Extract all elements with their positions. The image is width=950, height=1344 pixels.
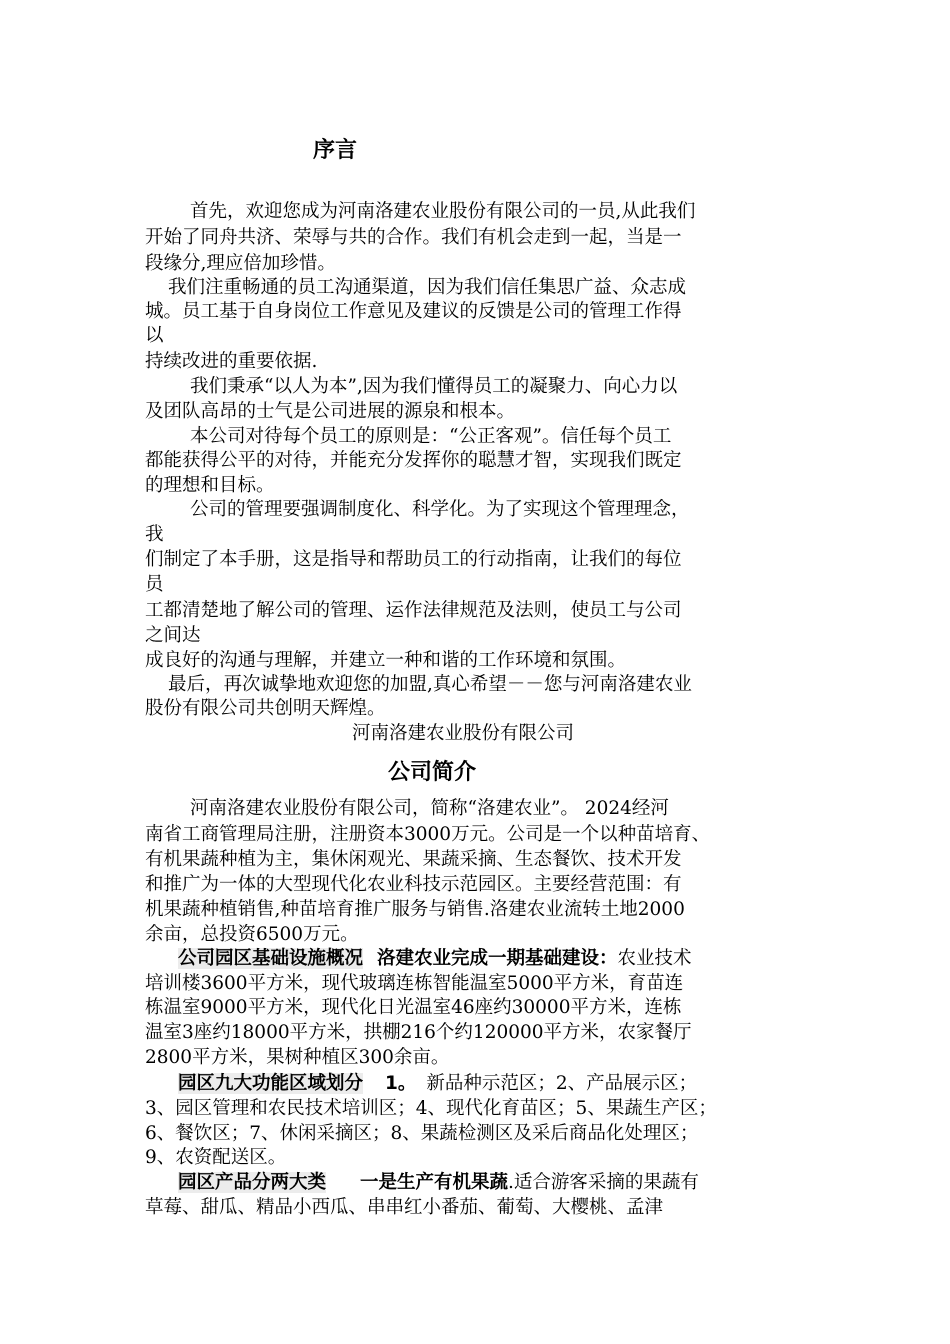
preface-line: 我们注重畅通的员工沟通渠道，因为我们信任集思广益、众志成	[168, 277, 687, 298]
infra-line: 栋温室9000平方米，现代化日光温室46座约30000平方米，连栋	[145, 997, 682, 1018]
zones-bold-lead: 1。	[385, 1073, 417, 1094]
preface-line: 都能获得公平的对待，并能充分发挥你的聪慧才智，实现我们既定	[145, 450, 682, 471]
preface-signature: 河南洛建农业股份有限公司	[352, 723, 575, 744]
preface-line: 成良好的沟通与理解，并建立一种和谐的工作环境和氛围。	[145, 650, 627, 671]
preface-line: 及团队高昂的士气是公司进展的源泉和根本。	[145, 401, 516, 422]
infra-line: 2800平方米，果树种植区300余亩。	[145, 1047, 450, 1068]
preface-line: 股份有限公司共创明天辉煌。	[145, 698, 386, 719]
intro-line: 有机果蔬种植为主，集休闲观光、果蔬采摘、生态餐饮、技术开发	[145, 849, 682, 870]
infra-line: 农业技术	[617, 948, 692, 969]
products-line: .适合游客采摘的果蔬有	[508, 1172, 699, 1193]
preface-line: 我	[145, 524, 164, 545]
preface-line: 以	[145, 325, 164, 346]
preface-line: 公司的管理要强调制度化、科学化。为了实现这个管理理念，	[190, 499, 690, 520]
infra-line: 培训楼3600平方米，现代玻璃连栋智能温室5000平方米，育苗连	[145, 973, 684, 994]
preface-line: 最后，再次诚挚地欢迎您的加盟,真心希望－－您与河南洛建农业	[168, 674, 692, 695]
preface-line: 本公司对待每个员工的原则是：“公正客观”。信任每个员工	[190, 426, 672, 447]
preface-line: 们制定了本手册，这是指导和帮助员工的行动指南，让我们的每位	[145, 549, 682, 570]
zones-line: 9、农资配送区。	[145, 1147, 287, 1168]
zones-line: 新品种示范区；2、产品展示区；	[426, 1073, 698, 1094]
preface-line: 段缘分,理应倍加珍惜。	[145, 253, 336, 274]
preface-line: 首先，欢迎您成为河南洛建农业股份有限公司的一员,从此我们	[190, 201, 696, 222]
preface-line: 持续改进的重要依据.	[145, 351, 318, 372]
infra-paragraph-first-line	[178, 946, 692, 972]
infra-heading: 公司园区基础设施概况	[178, 948, 364, 969]
products-paragraph-first-line	[178, 1170, 699, 1196]
intro-line: 和推广为一体的大型现代化农业科技示范园区。主要经营范围：有	[145, 874, 682, 895]
preface-line: 员	[145, 574, 164, 595]
preface-line: 工都清楚地了解公司的管理、运作法律规范及法则，使员工与公司	[145, 600, 682, 621]
zones-line: 3、园区管理和农民技术培训区；4、现代化育苗区；5、果蔬生产区；	[145, 1098, 717, 1119]
infra-bold-lead: 洛建农业完成一期基础建设：	[377, 948, 618, 969]
intro-line: 河南洛建农业股份有限公司，简称“洛建农业”。 2024经河	[190, 798, 669, 819]
products-line: 草莓、甜瓜、精品小西瓜、串串红小番茄、葡萄、大樱桃、孟津	[145, 1197, 664, 1218]
intro-line: 机果蔬种植销售,种苗培育推广服务与销售.洛建农业流转土地2000	[145, 899, 685, 920]
preface-line: 开始了同舟共济、荣辱与共的合作。我们有机会走到一起，当是一	[145, 227, 682, 248]
zones-paragraph-first-line	[178, 1071, 697, 1097]
intro-line: 余亩，总投资6500万元。	[145, 924, 359, 945]
intro-line: 南省工商管理局注册，注册资本3000万元。公司是一个以种苗培育、	[145, 824, 711, 845]
preface-title: 序言	[313, 138, 358, 163]
zones-heading: 园区九大功能区域划分	[178, 1073, 364, 1094]
products-heading: 园区产品分两大类	[178, 1172, 327, 1193]
intro-title: 公司简介	[388, 760, 477, 785]
preface-line: 城。员工基于自身岗位工作意见及建议的反馈是公司的管理工作得	[145, 301, 682, 322]
preface-line: 我们秉承“以人为本”,因为我们懂得员工的凝聚力、向心力以	[190, 376, 678, 397]
products-bold-lead: 一是生产有机果蔬	[360, 1172, 509, 1193]
preface-line: 之间达	[145, 625, 201, 646]
preface-line: 的理想和目标。	[145, 475, 275, 496]
zones-line: 6、餐饮区；7、休闲采摘区；8、果蔬检测区及采后商品化处理区；	[145, 1123, 699, 1144]
infra-line: 温室3座约18000平方米，拱棚216个约120000平方米，农家餐厅	[145, 1022, 692, 1043]
